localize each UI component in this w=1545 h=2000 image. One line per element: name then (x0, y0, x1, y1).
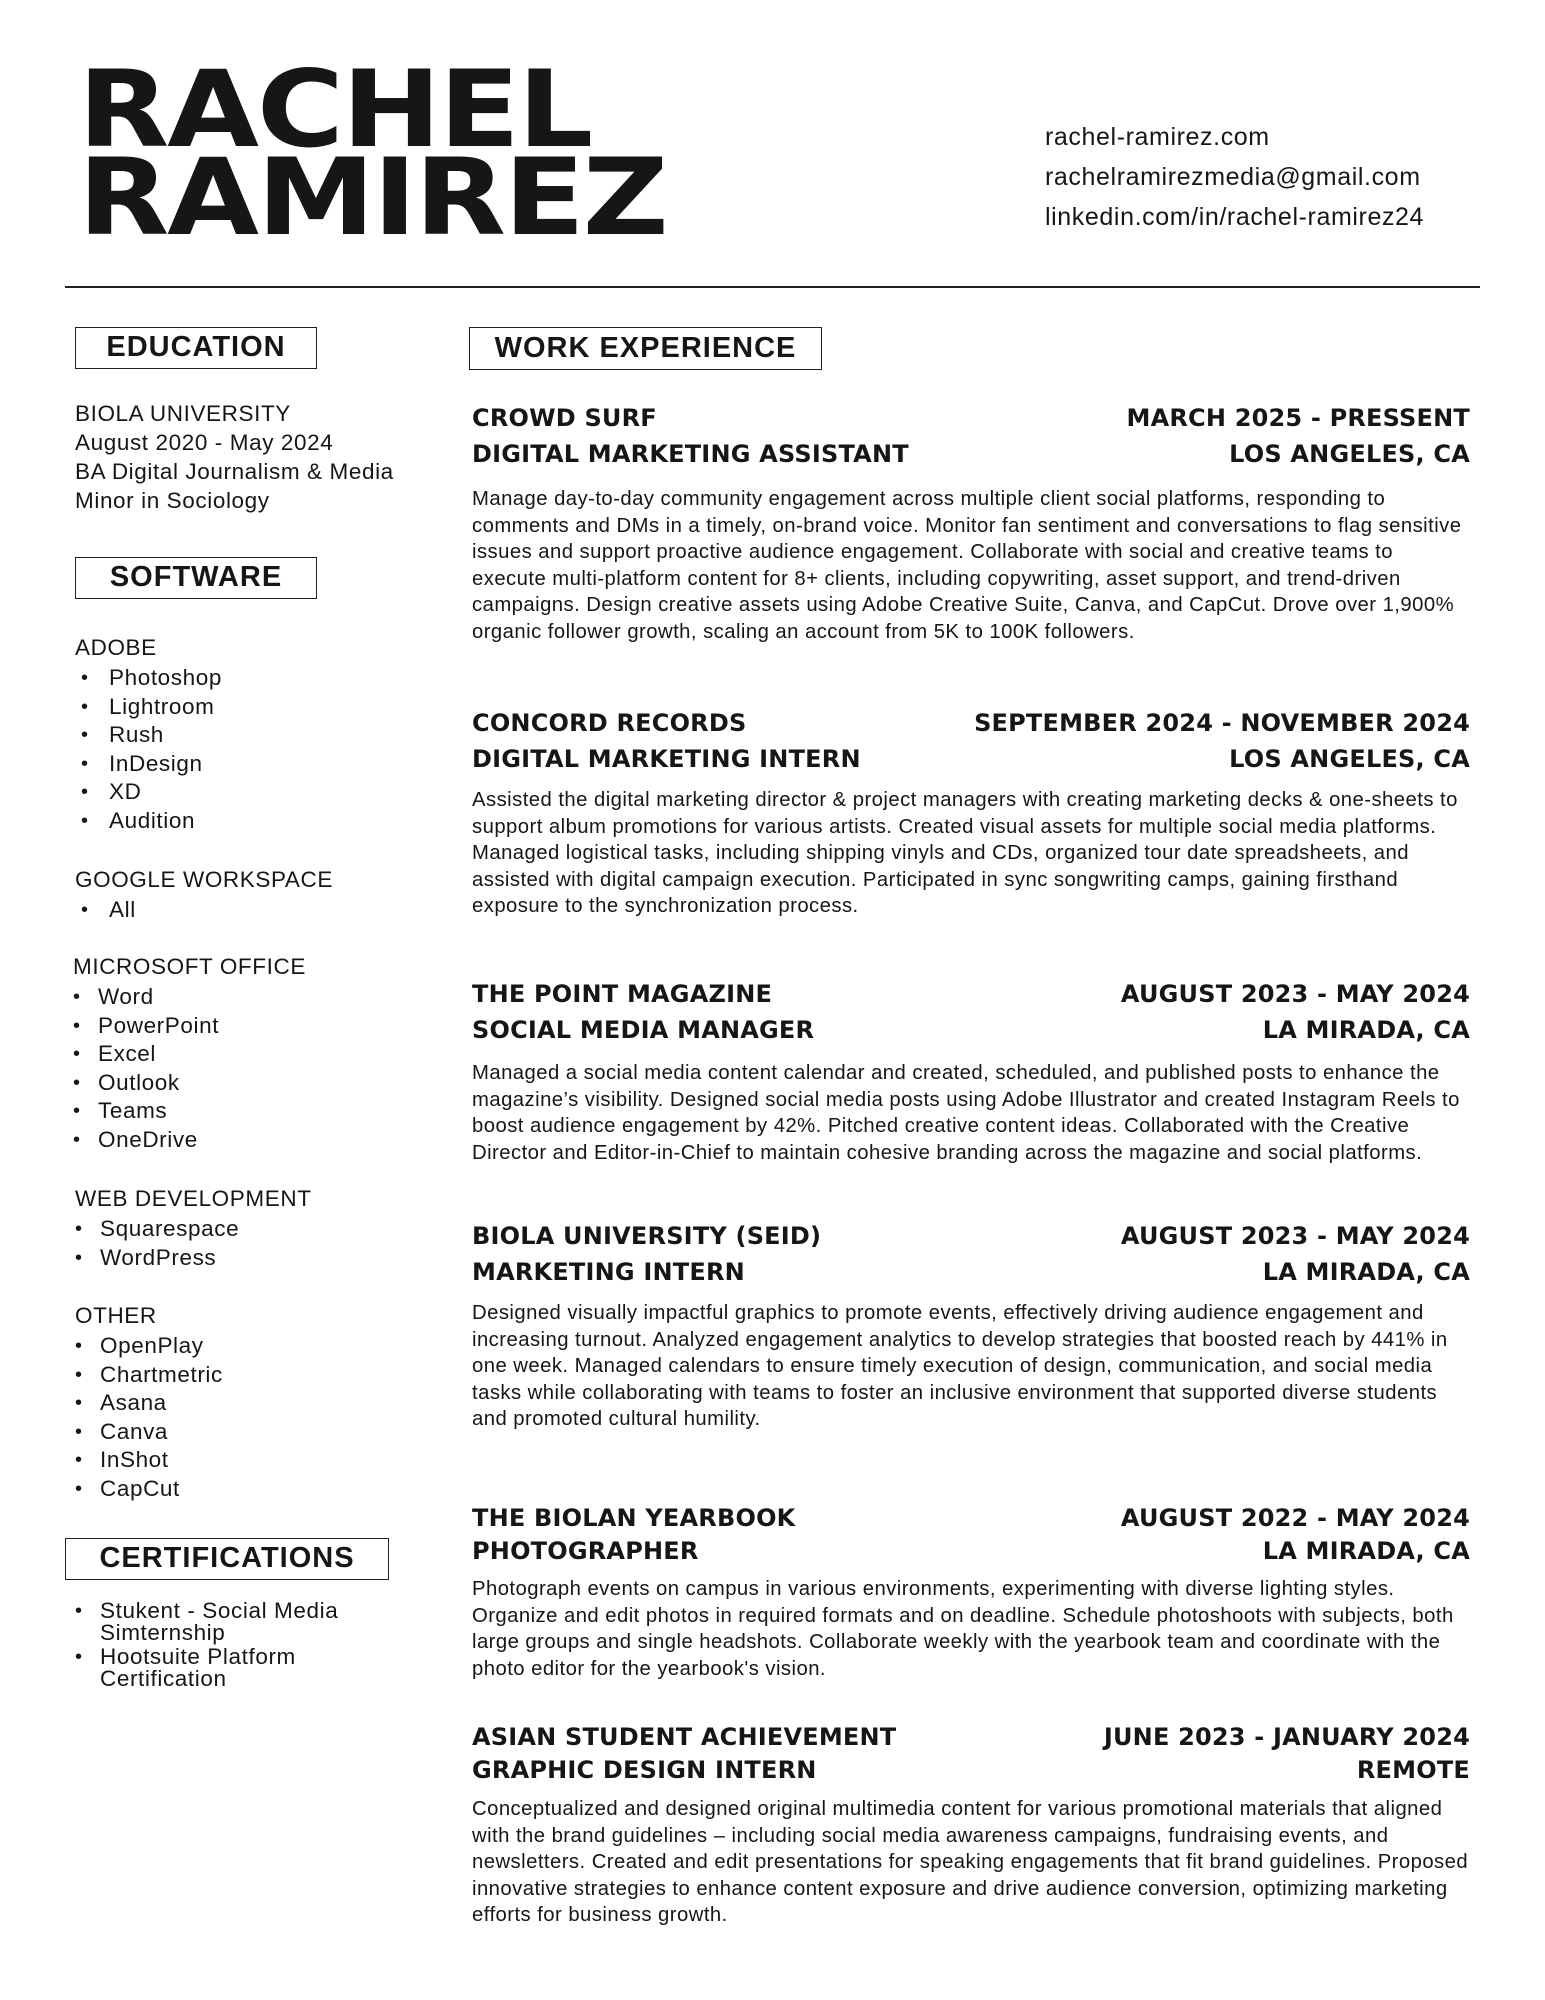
school-name: BIOLA UNIVERSITY (75, 401, 291, 426)
list-item: • Chartmetric (75, 1361, 223, 1390)
job-entry (472, 400, 1470, 645)
certifications-heading: CERTIFICATIONS (65, 1538, 389, 1580)
job-title: DIGITAL MARKETING INTERN (472, 745, 861, 773)
candidate-name (78, 48, 667, 259)
job-title: PHOTOGRAPHER (472, 1537, 699, 1565)
job-dates: MARCH 2025 - PRESSENT (1126, 404, 1470, 432)
list-item: • Stukent - Social Media Simternship (75, 1600, 390, 1644)
list-item: • XD (75, 778, 222, 807)
list-item: • PowerPoint (73, 1012, 306, 1041)
website-link[interactable]: rachel-ramirez.com (1045, 123, 1270, 151)
job-entry (472, 976, 1470, 1166)
list-item: • Audition (75, 807, 222, 836)
minor: Minor in Sociology (75, 488, 270, 513)
education-heading: EDUCATION (75, 327, 317, 369)
list-item: • Squarespace (75, 1215, 312, 1244)
job-company: BIOLA UNIVERSITY (SEID) (472, 1222, 822, 1250)
work-experience-heading: WORK EXPERIENCE (469, 327, 822, 370)
job-company: THE POINT MAGAZINE (472, 980, 773, 1008)
job-dates: AUGUST 2023 - MAY 2024 (1120, 1222, 1470, 1250)
job-description: Manage day-to-day community engagement across multiple client social platforms, responding to comments and DMs in a timely, on-brand voice. Monitor fan sentiment and conversations to flag sensitive issues and support proactive audience engagement. Collaborate with social and creative teams to execute multi-platform content for 8+ clients, including copywriting, asset support, and trend-driven campaigns. Design creative assets using Adobe Creative Suite, Canva, and CapCut. Drove over 1,900% organic follower growth, scaling an account from 5K to 100K followers. (472, 488, 1462, 643)
education-dates: August 2020 - May 2024 (75, 430, 334, 455)
first-name: RACHEL (78, 48, 592, 171)
contact-info (1045, 117, 1424, 237)
last-name: RAMIREZ (78, 136, 667, 259)
list-item: • Photoshop (75, 664, 222, 693)
software-heading: SOFTWARE (75, 557, 317, 599)
list-item: • Canva (75, 1418, 223, 1447)
list-item: • InShot (75, 1446, 223, 1475)
list-item: • Rush (75, 721, 222, 750)
list-item: • Lightroom (75, 693, 222, 722)
job-company: CONCORD RECORDS (472, 709, 747, 737)
job-location: REMOTE (1356, 1756, 1470, 1784)
certifications-list (75, 1600, 390, 1692)
software-group-adobe (75, 632, 222, 836)
job-company: THE BIOLAN YEARBOOK (472, 1504, 796, 1532)
software-group-google (75, 864, 333, 925)
education-details (75, 399, 394, 515)
job-dates: SEPTEMBER 2024 - NOVEMBER 2024 (974, 709, 1470, 737)
job-title: GRAPHIC DESIGN INTERN (472, 1756, 817, 1784)
job-location: LA MIRADA, CA (1262, 1537, 1470, 1565)
header-divider (65, 286, 1480, 288)
job-location: LOS ANGELES, CA (1229, 745, 1470, 773)
job-title: DIGITAL MARKETING ASSISTANT (472, 440, 909, 468)
list-item: • Excel (73, 1040, 306, 1069)
job-description: Designed visually impactful graphics to promote events, effectively driving audience engagement and increasing turnout. Analyzed engagement analytics to develop strategies that boosted reach by 441% in one week. Managed calendars to ensure timely execution of design, communication, and social media tasks while collaborating with teams to foster an inclusive environment that supported diverse students and promoted cultural humility. (472, 1302, 1448, 1430)
job-description: Conceptualized and designed original multimedia content for various promotional materials that aligned with the brand guidelines – including social media awareness campaigns, fundraising events, and newsletters. Created and edit presentations for speaking engagements that fit brand guidelines. Proposed innovative strategies to enhance content exposure and drive audience conversion, optimizing marketing efforts for business growth. (472, 1798, 1469, 1926)
software-group-name: MICROSOFT OFFICE (73, 954, 306, 979)
job-dates: JUNE 2023 - JANUARY 2024 (1103, 1723, 1470, 1751)
list-item: • Asana (75, 1389, 223, 1418)
email-link[interactable]: rachelramirezmedia@gmail.com (1045, 163, 1421, 191)
list-item: • Outlook (73, 1069, 306, 1098)
software-group-name: GOOGLE WORKSPACE (75, 867, 333, 892)
list-item: • Word (73, 983, 306, 1012)
job-title: MARKETING INTERN (472, 1258, 745, 1286)
job-company: ASIAN STUDENT ACHIEVEMENT (472, 1723, 897, 1751)
job-dates: AUGUST 2022 - MAY 2024 (1120, 1504, 1470, 1532)
job-description: Photograph events on campus in various environments, experimenting with diverse lighting styles. Organize and edit photos in required formats and on deadline. Schedule photoshoots with subjects, both large groups and single headshots. Collaborate weekly with the yearbook team and coordinate with the photo editor for the yearbook's vision. (472, 1578, 1454, 1680)
software-group-name: WEB DEVELOPMENT (75, 1186, 312, 1211)
list-item: • CapCut (75, 1475, 223, 1504)
software-group-name: OTHER (75, 1303, 157, 1328)
list-item: • All (75, 896, 333, 925)
job-dates: AUGUST 2023 - MAY 2024 (1120, 980, 1470, 1008)
job-title: SOCIAL MEDIA MANAGER (472, 1016, 815, 1044)
list-item: • InDesign (75, 750, 222, 779)
list-item: • Teams (73, 1097, 306, 1126)
job-description: Assisted the digital marketing director & project managers with creating marketing decks & one-sheets to support album promotions for various artists. Created visual assets for multiple social media platforms. Managed logistical tasks, including shipping vinyls and CDs, organized tour date spreadsheets, and assisted with digital campaign execution. Participated in sync songwriting camps, gaining firsthand exposure to the synchronization process. (472, 789, 1458, 917)
software-group-web (75, 1183, 312, 1272)
job-entry (472, 1721, 1470, 1929)
list-item: • OneDrive (73, 1126, 306, 1155)
degree: BA Digital Journalism & Media (75, 459, 394, 484)
job-location: LOS ANGELES, CA (1229, 440, 1470, 468)
job-company: CROWD SURF (472, 404, 657, 432)
linkedin-link[interactable]: linkedin.com/in/rachel-ramirez24 (1045, 203, 1425, 231)
job-description: Managed a social media content calendar and created, scheduled, and published posts to enhance the magazine’s visibility. Designed social media posts using Adobe Illustrator and created Instagram Reels to boost audience engagement by 42%. Pitched creative content ideas. Collaborated with the Creative Director and Editor-in-Chief to maintain cohesive branding across the magazine and social platforms. (472, 1062, 1460, 1164)
list-item: • Hootsuite Platform Certification (75, 1646, 390, 1690)
job-location: LA MIRADA, CA (1262, 1016, 1470, 1044)
job-entry (472, 1218, 1470, 1433)
software-group-microsoft (73, 951, 306, 1155)
job-entry (472, 705, 1470, 920)
job-entry (472, 1502, 1470, 1682)
list-item: • WordPress (75, 1244, 312, 1273)
job-location: LA MIRADA, CA (1262, 1258, 1470, 1286)
software-group-other (75, 1300, 223, 1504)
list-item: • OpenPlay (75, 1332, 223, 1361)
software-group-name: ADOBE (75, 635, 157, 660)
